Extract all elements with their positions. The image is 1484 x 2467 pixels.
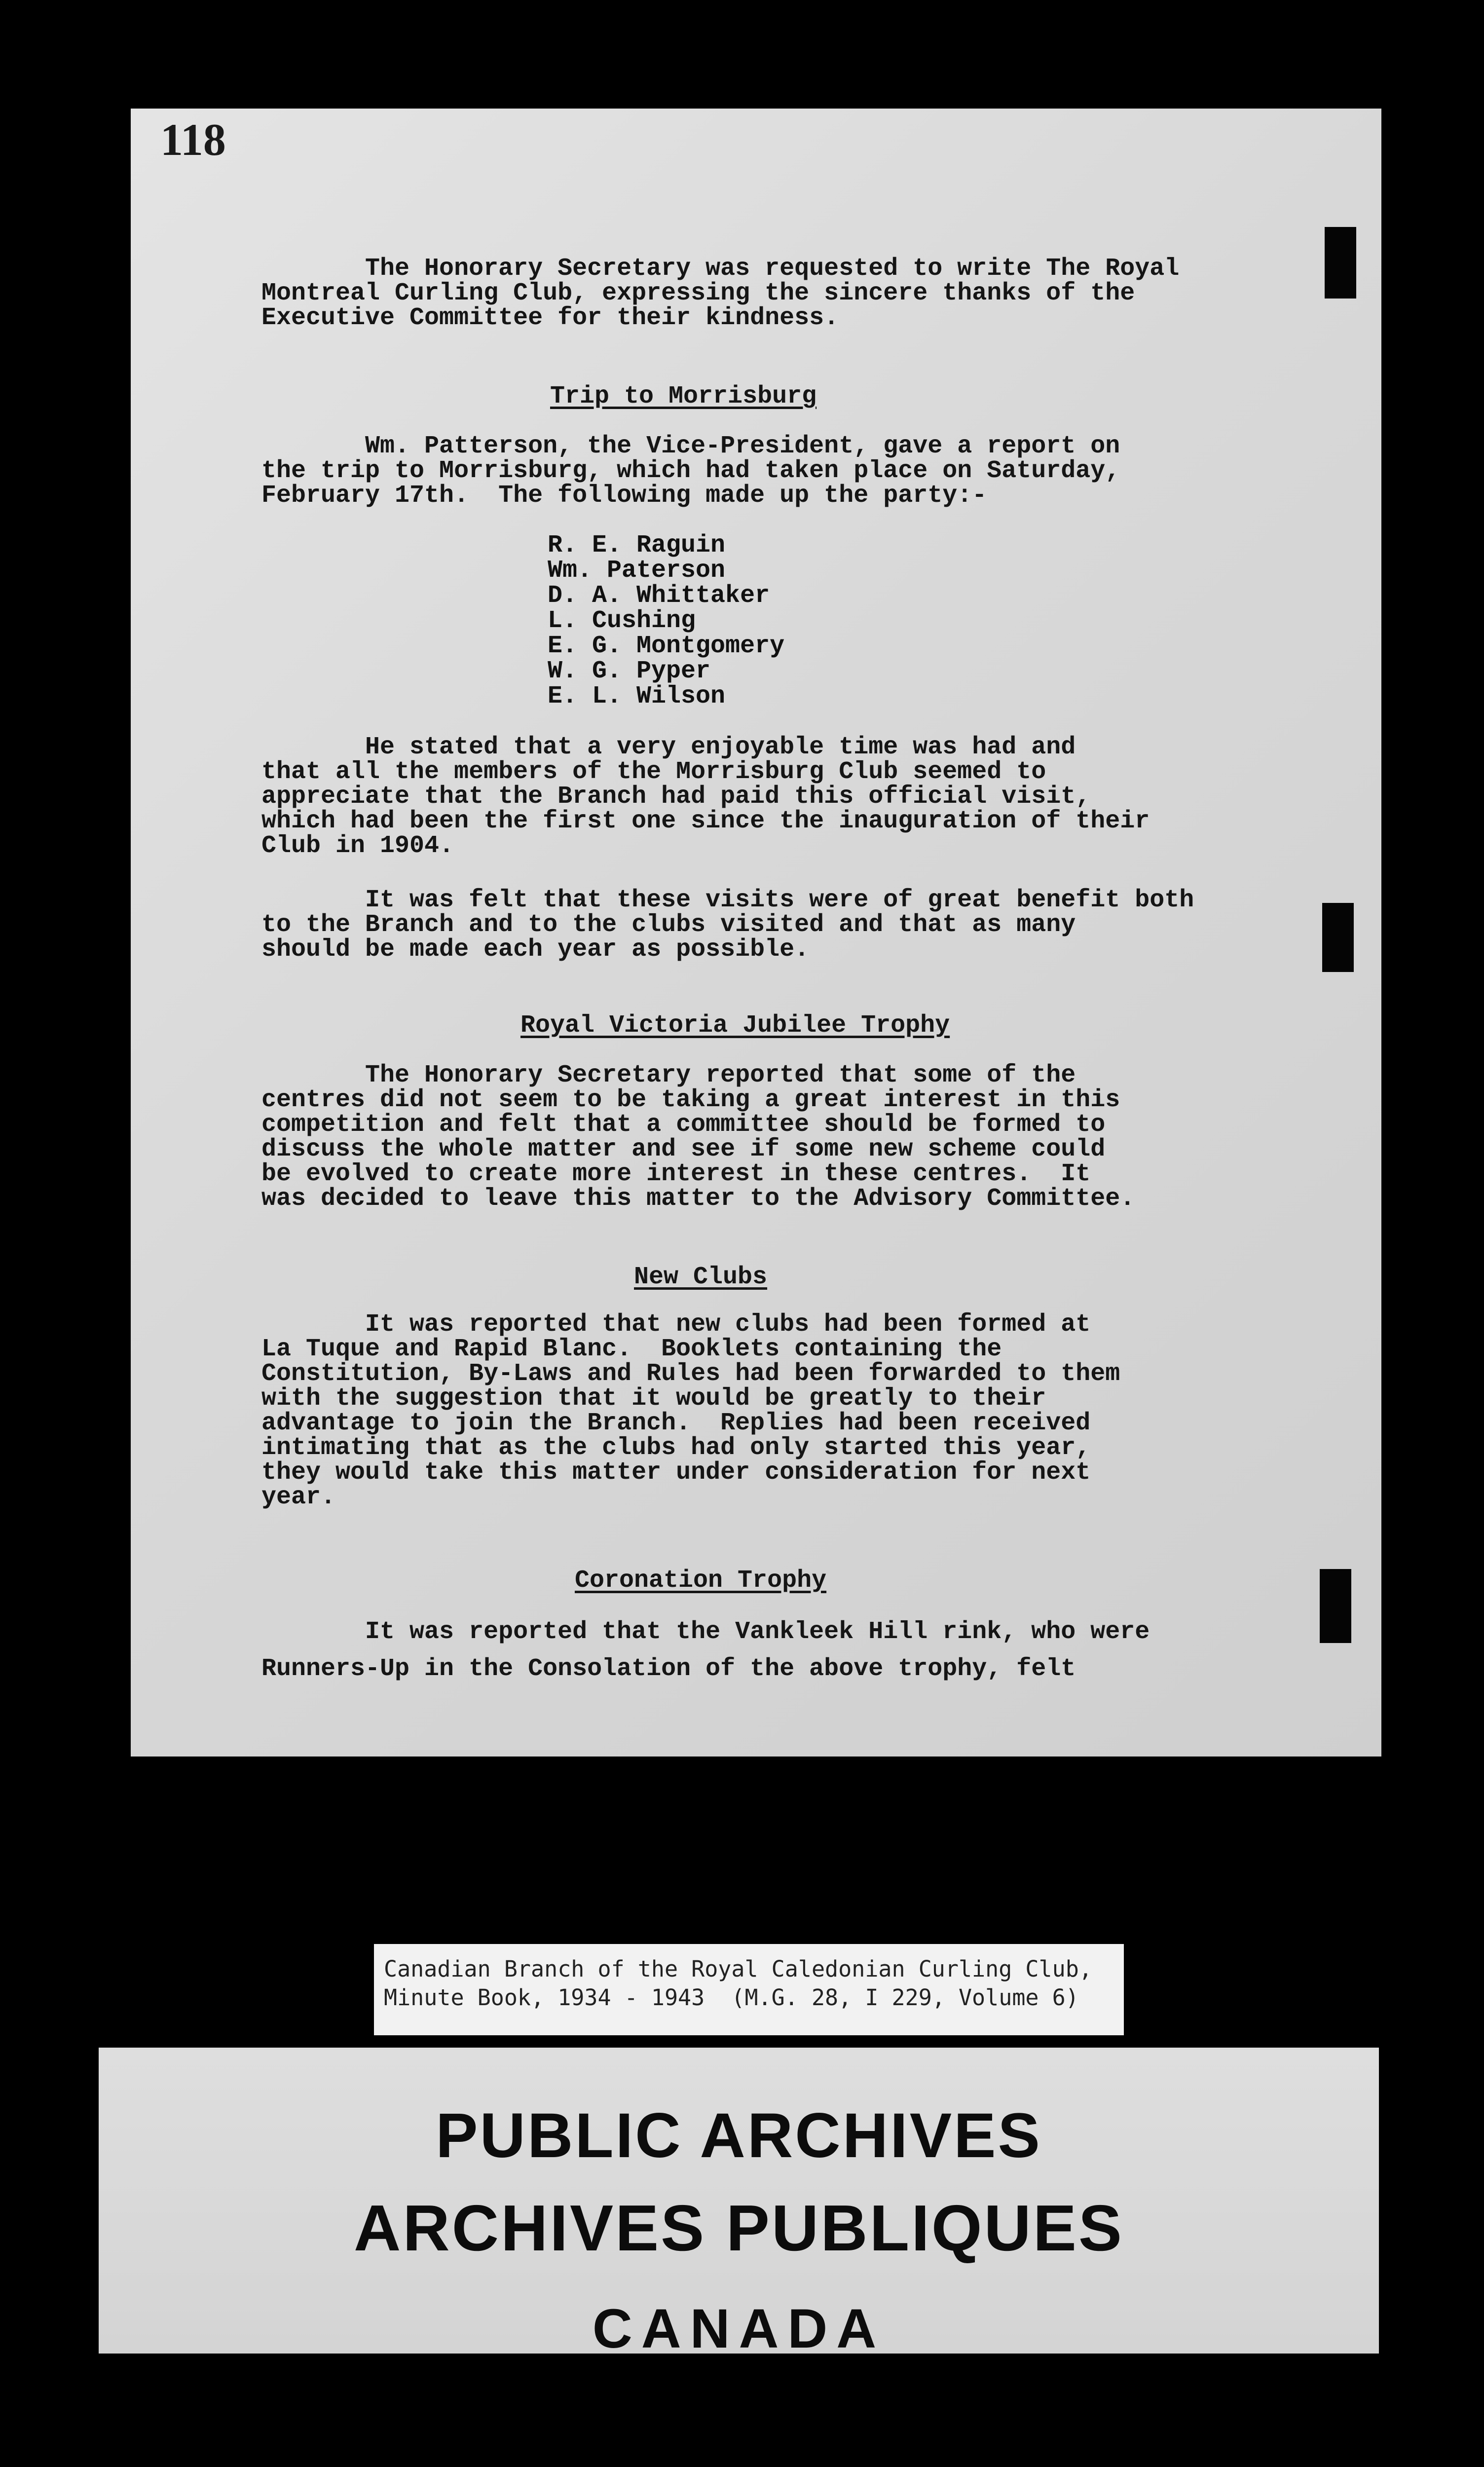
party-member: E. G. Montgomery [548,632,785,660]
margin-mark-top [1325,227,1356,299]
party-member: R. E. Raguin [548,531,726,560]
heading-trip-to-morrisburg: Trip to Morrisburg [550,382,817,411]
margin-mark-bottom [1320,1569,1351,1643]
heading-coronation-trophy: Coronation Trophy [575,1567,827,1595]
page-number: 118 [160,114,226,165]
archives-stamp [99,2048,1379,2354]
caption-line: Minute Book, 1934 - 1943 (M.G. 28, I 229, Volume 6) [384,1984,1079,2011]
paragraph-jubilee-trophy: The Honorary Secretary reported that some of the centres did not seem to be taking a great interest in this competition and felt that a committee should be formed to discuss the whole matter and see if some new scheme could be evolved to create more interest in these centres. It was decided to leave this matter to the Advisory Committee. [261,1061,1135,1213]
document-page [131,109,1381,1757]
paragraph-thanks: The Honorary Secretary was requested to write The Royal Montreal Curling Club, expressing the sincere thanks of the Executive Committee for their kindness. [261,255,1180,332]
party-member: E. L. Wilson [548,682,726,710]
margin-mark-middle [1322,903,1354,972]
paragraph-trip-report: Wm. Patterson, the Vice-President, gave a report on the trip to Morrisburg, which had taken place on Saturday, February 17th. The following made up the party:- [261,432,1120,510]
party-member: L. Cushing [548,607,696,635]
heading-royal-victoria-jubilee-trophy: Royal Victoria Jubilee Trophy [520,1011,950,1040]
heading-new-clubs: New Clubs [634,1263,768,1291]
caption-line: Canadian Branch of the Royal Caledonian Curling Club, [384,1956,1092,1982]
party-member: Wm. Paterson [548,557,726,585]
paragraph-visits-benefit: It was felt that these visits were of great benefit both to the Branch and to the clubs visited and that as many should be made each year as possible. [261,886,1194,964]
paragraph-coronation-trophy: It was reported that the Vankleek Hill rink, who were Runners-Up in the Consolation of the above trophy, felt [261,1618,1150,1683]
stamp-public-archives: PUBLIC ARCHIVES [436,2100,1042,2171]
archive-caption [374,1944,1124,2035]
party-list [548,533,784,709]
paragraph-new-clubs: It was reported that new clubs had been formed at La Tuque and Rapid Blanc. Booklets containing the Constitution, By-Laws and Rules had been forwarded to them with the suggestion that it would be greatly to their advantage to join the Branch. Replies had been received intimating that as the clubs had only started this year, they would take this matter under consideration for next year. [261,1310,1120,1511]
paragraph-enjoyable-time: He stated that a very enjoyable time was had and that all the members of the Morrisburg Club seemed to appreciate that the Branch had paid this official visit, which had been the first one since the inauguration of their Club in 1904. [261,733,1150,860]
stamp-archives-publiques: ARCHIVES PUBLIQUES [354,2192,1124,2264]
party-member: D. A. Whittaker [548,582,770,610]
stamp-canada: CANADA [592,2298,886,2354]
party-member: W. G. Pyper [548,657,711,685]
